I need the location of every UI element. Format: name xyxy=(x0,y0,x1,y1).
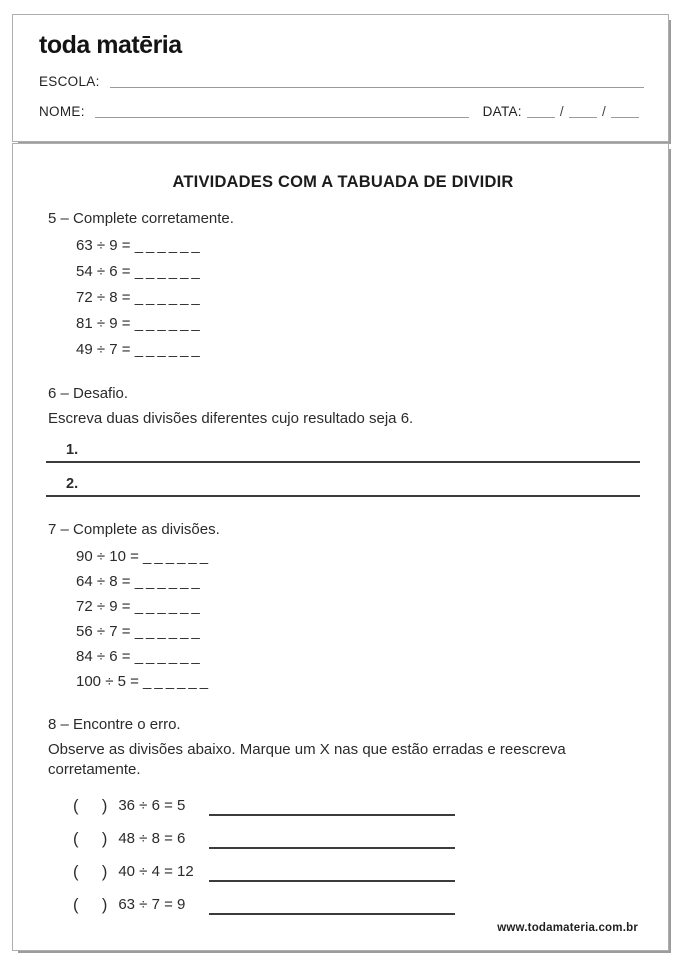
exercise-6 xyxy=(48,383,638,497)
brand-logo: toda matēria xyxy=(39,31,182,59)
exercise-6-description: Escreva duas divisões diferentes cujo resultado seja 6. xyxy=(48,410,414,427)
date-separator: / xyxy=(559,104,564,119)
division-item xyxy=(76,619,638,644)
answer-blank[interactable]: ______ xyxy=(134,598,203,615)
checkbox-parentheses[interactable]: ( ) xyxy=(73,863,109,881)
exercise-8 xyxy=(48,714,638,916)
division-expression: 64 ÷ 8 = xyxy=(76,573,131,590)
division-item xyxy=(76,259,638,285)
error-check-lead xyxy=(73,795,209,817)
date-day-blank[interactable] xyxy=(527,117,555,118)
answer-blank[interactable]: ______ xyxy=(134,237,203,254)
error-check-row xyxy=(73,817,638,850)
rewrite-line[interactable] xyxy=(209,847,455,849)
answer-line-number: 1. xyxy=(66,442,79,458)
division-item xyxy=(76,644,638,669)
error-check-lead xyxy=(73,828,209,850)
header-box xyxy=(12,14,669,142)
error-check-row xyxy=(73,883,638,916)
answer-blank[interactable]: ______ xyxy=(134,623,203,640)
content-box xyxy=(12,143,669,951)
division-item xyxy=(76,569,638,594)
checkbox-parentheses[interactable]: ( ) xyxy=(73,797,109,815)
exercise-8-description: Observe as divisões abaixo. Marque um X nas que estão erradas e reescreva corretamente. xyxy=(48,741,566,778)
division-item xyxy=(76,669,638,694)
checkbox-parentheses[interactable]: ( ) xyxy=(73,896,109,914)
worksheet-title: ATIVIDADES COM A TABUADA DE DIVIDIR xyxy=(172,173,514,191)
rewrite-line[interactable] xyxy=(209,880,455,882)
division-expression: 72 ÷ 8 = xyxy=(76,289,131,306)
division-expression: 72 ÷ 9 = xyxy=(76,598,131,615)
name-write-line[interactable] xyxy=(95,117,469,118)
division-expression: 63 ÷ 9 = xyxy=(76,237,131,254)
division-item xyxy=(76,233,638,259)
error-check-row xyxy=(73,850,638,883)
division-item xyxy=(76,311,638,337)
division-expression: 36 ÷ 6 = 5 xyxy=(118,797,186,814)
answer-blank[interactable]: ______ xyxy=(134,315,203,332)
division-item xyxy=(76,544,638,569)
error-check-lead xyxy=(73,894,209,916)
exercise-7-list xyxy=(76,544,638,694)
division-expression: 63 ÷ 7 = 9 xyxy=(118,896,186,913)
division-item xyxy=(76,594,638,619)
school-label: ESCOLA: xyxy=(39,74,100,89)
date-year-blank[interactable] xyxy=(611,117,639,118)
website-url: www.todamateria.com.br xyxy=(497,922,638,934)
name-label: NOME: xyxy=(39,104,85,119)
division-item xyxy=(76,285,638,311)
exercise-6-heading: 6 – Desafio. xyxy=(48,385,129,402)
answer-blank[interactable]: ______ xyxy=(134,341,203,358)
division-expression: 40 ÷ 4 = 12 xyxy=(118,863,194,880)
date-label: DATA: xyxy=(482,104,522,119)
rewrite-line[interactable] xyxy=(209,913,455,915)
division-expression: 81 ÷ 9 = xyxy=(76,315,131,332)
answer-blank[interactable]: ______ xyxy=(134,648,203,665)
school-field-row xyxy=(39,73,644,90)
division-expression: 100 ÷ 5 = xyxy=(76,673,139,690)
answer-line-1[interactable] xyxy=(46,438,640,463)
date-month-blank[interactable] xyxy=(569,117,597,118)
answer-blank[interactable]: ______ xyxy=(134,573,203,590)
division-expression: 49 ÷ 7 = xyxy=(76,341,131,358)
rewrite-line[interactable] xyxy=(209,814,455,816)
exercise-7-heading: 7 – Complete as divisões. xyxy=(48,521,220,538)
error-check-row xyxy=(73,784,638,817)
exercise-8-list xyxy=(73,784,638,916)
answer-blank[interactable]: ______ xyxy=(134,289,203,306)
division-expression: 56 ÷ 7 = xyxy=(76,623,131,640)
answer-blank[interactable]: ______ xyxy=(143,548,212,565)
date-separator: / xyxy=(601,104,606,119)
checkbox-parentheses[interactable]: ( ) xyxy=(73,830,109,848)
exercise-7 xyxy=(48,519,638,694)
answer-blank[interactable]: ______ xyxy=(143,673,212,690)
exercise-8-heading: 8 – Encontre o erro. xyxy=(48,716,181,733)
answer-blank[interactable]: ______ xyxy=(134,263,203,280)
division-item xyxy=(76,337,638,363)
school-write-line[interactable] xyxy=(110,87,644,88)
answer-line-number: 2. xyxy=(66,476,79,492)
exercise-5-heading: 5 – Complete corretamente. xyxy=(48,210,234,227)
division-expression: 84 ÷ 6 = xyxy=(76,648,131,665)
error-check-lead xyxy=(73,861,209,883)
division-expression: 90 ÷ 10 = xyxy=(76,548,139,565)
exercise-5 xyxy=(48,208,638,363)
answer-line-2[interactable] xyxy=(46,472,640,497)
date-field-group xyxy=(483,103,644,120)
division-expression: 48 ÷ 8 = 6 xyxy=(118,830,186,847)
name-field-row xyxy=(39,103,644,120)
exercise-5-list xyxy=(76,233,638,363)
division-expression: 54 ÷ 6 = xyxy=(76,263,131,280)
